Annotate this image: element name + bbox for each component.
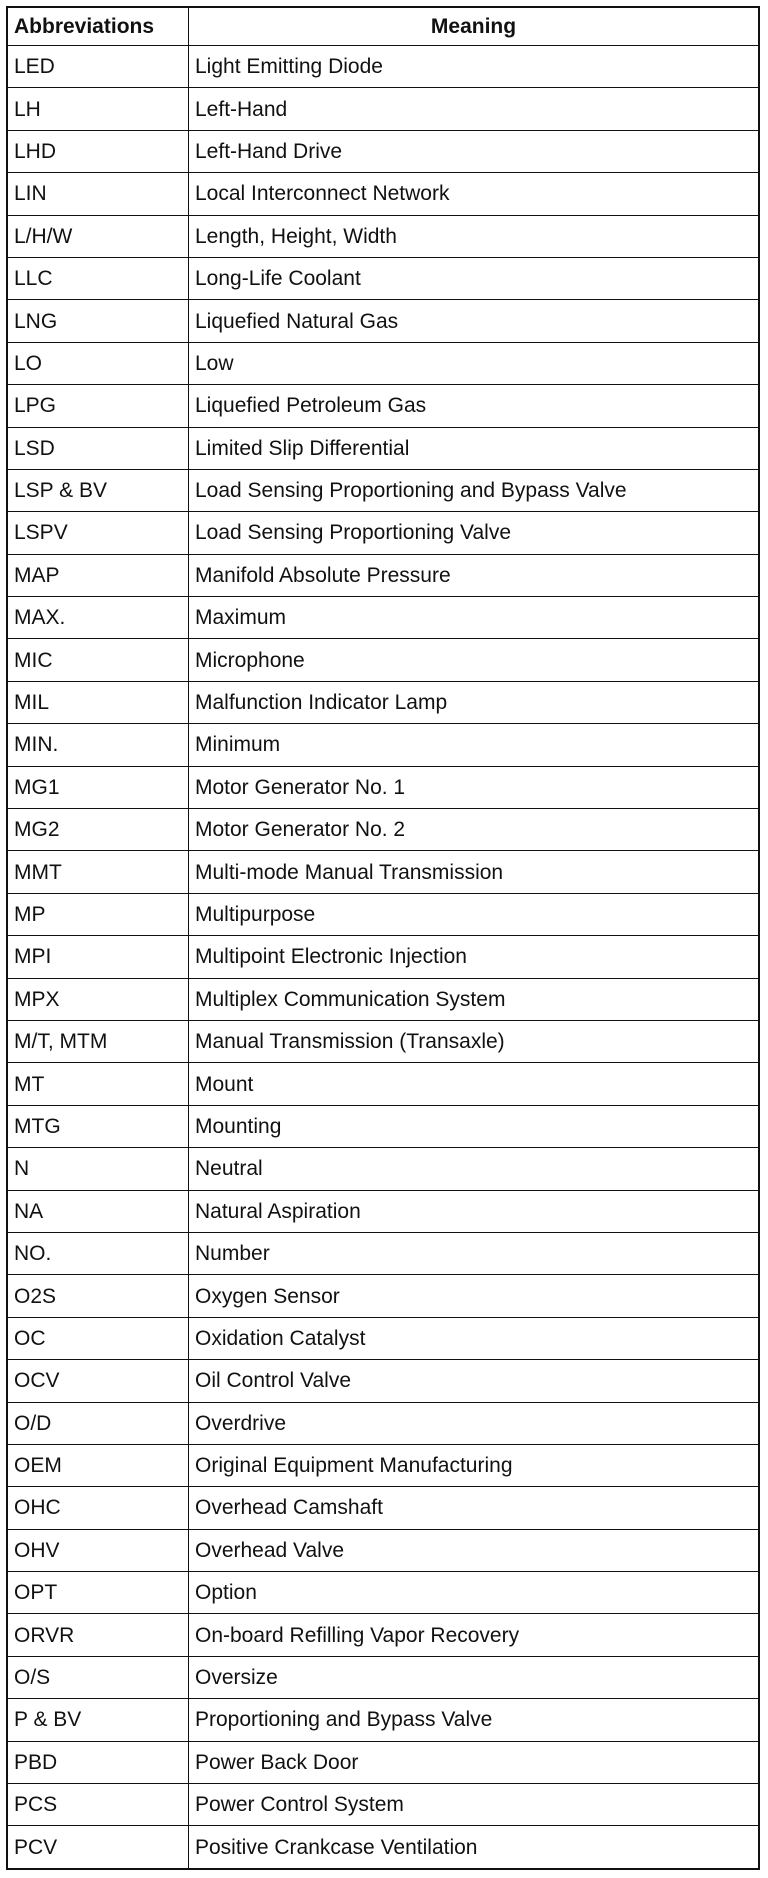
table-row <box>7 1741 759 1783</box>
table-row <box>7 257 759 299</box>
meaning-cell: On-board Refilling Vapor Recovery <box>189 1614 760 1656</box>
abbreviation-cell: MG1 <box>7 766 189 808</box>
meaning-cell: Minimum <box>189 724 760 766</box>
abbreviation-cell: O/S <box>7 1656 189 1698</box>
abbreviation-cell: MPI <box>7 936 189 978</box>
table-row <box>7 1148 759 1190</box>
abbreviation-cell: LHD <box>7 130 189 172</box>
abbreviation-cell: LIN <box>7 173 189 215</box>
abbreviation-cell: NA <box>7 1190 189 1232</box>
abbreviation-cell: MIC <box>7 639 189 681</box>
abbreviation-cell: LSD <box>7 427 189 469</box>
table-body <box>7 46 759 1869</box>
table-row <box>7 385 759 427</box>
table-row <box>7 215 759 257</box>
table-row <box>7 1063 759 1105</box>
meaning-cell: Left-Hand <box>189 88 760 130</box>
table-row <box>7 554 759 596</box>
header-row <box>7 7 759 46</box>
table-row <box>7 1784 759 1826</box>
meaning-cell: Mount <box>189 1063 760 1105</box>
meaning-cell: Light Emitting Diode <box>189 46 760 88</box>
abbreviation-cell: N <box>7 1148 189 1190</box>
table-row <box>7 300 759 342</box>
table-row <box>7 1487 759 1529</box>
meaning-cell: Length, Height, Width <box>189 215 760 257</box>
meaning-cell: Manual Transmission (Transaxle) <box>189 1020 760 1062</box>
abbreviation-cell: MTG <box>7 1105 189 1147</box>
meaning-cell: Multiplex Communication System <box>189 978 760 1020</box>
table-row <box>7 173 759 215</box>
table-row <box>7 681 759 723</box>
meaning-cell: Liquefied Petroleum Gas <box>189 385 760 427</box>
table-row <box>7 1402 759 1444</box>
table-row <box>7 936 759 978</box>
meaning-cell: Maximum <box>189 597 760 639</box>
abbreviation-cell: MAX. <box>7 597 189 639</box>
abbreviation-cell: OHV <box>7 1529 189 1571</box>
meaning-cell: Load Sensing Proportioning Valve <box>189 512 760 554</box>
abbreviation-cell: LSP & BV <box>7 469 189 511</box>
abbreviation-cell: MT <box>7 1063 189 1105</box>
table-row <box>7 1529 759 1571</box>
meaning-cell: Multipoint Electronic Injection <box>189 936 760 978</box>
abbreviation-cell: MMT <box>7 851 189 893</box>
table-row <box>7 427 759 469</box>
meaning-cell: Oxidation Catalyst <box>189 1317 760 1359</box>
meaning-cell: Motor Generator No. 1 <box>189 766 760 808</box>
abbreviation-cell: OPT <box>7 1572 189 1614</box>
table-row <box>7 766 759 808</box>
abbreviation-cell: OC <box>7 1317 189 1359</box>
table-row <box>7 724 759 766</box>
abbreviation-cell: LED <box>7 46 189 88</box>
table-row <box>7 1232 759 1274</box>
abbreviation-cell: LPG <box>7 385 189 427</box>
meaning-cell: Multipurpose <box>189 893 760 935</box>
table-row <box>7 639 759 681</box>
table-row <box>7 342 759 384</box>
table-row <box>7 1190 759 1232</box>
abbreviation-cell: MIN. <box>7 724 189 766</box>
meaning-column-header: Meaning <box>189 7 760 46</box>
meaning-cell: Load Sensing Proportioning and Bypass Valve <box>189 469 760 511</box>
table-row <box>7 851 759 893</box>
meaning-cell: Low <box>189 342 760 384</box>
abbreviation-cell: LH <box>7 88 189 130</box>
abbreviation-cell: LSPV <box>7 512 189 554</box>
abbreviation-cell: M/T, MTM <box>7 1020 189 1062</box>
meaning-cell: Manifold Absolute Pressure <box>189 554 760 596</box>
meaning-cell: Positive Crankcase Ventilation <box>189 1826 760 1869</box>
meaning-cell: Oxygen Sensor <box>189 1275 760 1317</box>
abbreviation-cell: OHC <box>7 1487 189 1529</box>
meaning-cell: Malfunction Indicator Lamp <box>189 681 760 723</box>
abbreviation-cell: OEM <box>7 1444 189 1486</box>
abbreviation-cell: LNG <box>7 300 189 342</box>
abbreviation-cell: LLC <box>7 257 189 299</box>
abbreviation-cell: NO. <box>7 1232 189 1274</box>
table-row <box>7 1444 759 1486</box>
abbreviation-cell: MP <box>7 893 189 935</box>
abbreviation-cell: MIL <box>7 681 189 723</box>
table-row <box>7 809 759 851</box>
meaning-cell: Microphone <box>189 639 760 681</box>
abbreviation-cell: L/H/W <box>7 215 189 257</box>
abbreviations-table <box>6 6 760 1870</box>
abbreviation-cell: LO <box>7 342 189 384</box>
meaning-cell: Proportioning and Bypass Valve <box>189 1699 760 1741</box>
table-row <box>7 1699 759 1741</box>
abbreviation-cell: PCV <box>7 1826 189 1869</box>
meaning-cell: Number <box>189 1232 760 1274</box>
abbreviations-column-header: Abbreviations <box>7 7 189 46</box>
meaning-cell: Neutral <box>189 1148 760 1190</box>
meaning-cell: Multi-mode Manual Transmission <box>189 851 760 893</box>
meaning-cell: Oil Control Valve <box>189 1360 760 1402</box>
meaning-cell: Oversize <box>189 1656 760 1698</box>
abbreviation-cell: ORVR <box>7 1614 189 1656</box>
table-row <box>7 978 759 1020</box>
table-row <box>7 1360 759 1402</box>
table-row <box>7 469 759 511</box>
table-row <box>7 597 759 639</box>
meaning-cell: Original Equipment Manufacturing <box>189 1444 760 1486</box>
table-row <box>7 130 759 172</box>
meaning-cell: Left-Hand Drive <box>189 130 760 172</box>
abbreviation-cell: PBD <box>7 1741 189 1783</box>
table-row <box>7 1656 759 1698</box>
table-row <box>7 512 759 554</box>
table-row <box>7 1826 759 1869</box>
meaning-cell: Limited Slip Differential <box>189 427 760 469</box>
meaning-cell: Power Back Door <box>189 1741 760 1783</box>
table-row <box>7 1317 759 1359</box>
meaning-cell: Overhead Valve <box>189 1529 760 1571</box>
table-row <box>7 1105 759 1147</box>
meaning-cell: Mounting <box>189 1105 760 1147</box>
abbreviation-cell: MG2 <box>7 809 189 851</box>
meaning-cell: Overdrive <box>189 1402 760 1444</box>
table-row <box>7 1614 759 1656</box>
abbreviation-cell: PCS <box>7 1784 189 1826</box>
abbreviation-cell: O/D <box>7 1402 189 1444</box>
table-row <box>7 1020 759 1062</box>
meaning-cell: Overhead Camshaft <box>189 1487 760 1529</box>
table-row <box>7 1572 759 1614</box>
table-row <box>7 893 759 935</box>
table-header <box>7 7 759 46</box>
meaning-cell: Natural Aspiration <box>189 1190 760 1232</box>
abbreviation-cell: P & BV <box>7 1699 189 1741</box>
table-row <box>7 46 759 88</box>
table-row <box>7 88 759 130</box>
meaning-cell: Motor Generator No. 2 <box>189 809 760 851</box>
abbreviation-cell: O2S <box>7 1275 189 1317</box>
table-row <box>7 1275 759 1317</box>
meaning-cell: Long-Life Coolant <box>189 257 760 299</box>
meaning-cell: Liquefied Natural Gas <box>189 300 760 342</box>
meaning-cell: Option <box>189 1572 760 1614</box>
abbreviation-cell: MAP <box>7 554 189 596</box>
abbreviation-cell: MPX <box>7 978 189 1020</box>
meaning-cell: Power Control System <box>189 1784 760 1826</box>
abbreviation-cell: OCV <box>7 1360 189 1402</box>
meaning-cell: Local Interconnect Network <box>189 173 760 215</box>
